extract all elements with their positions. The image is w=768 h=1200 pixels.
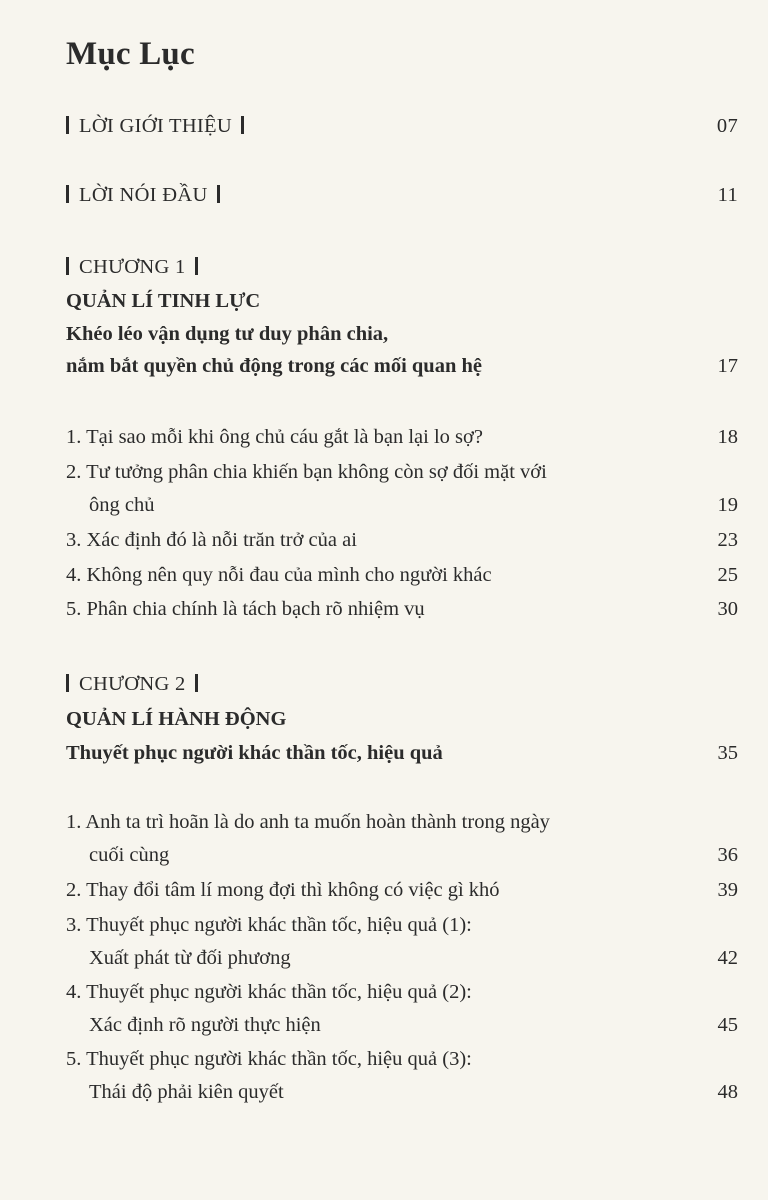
- page-number: 39: [717, 879, 738, 901]
- chapter-subtitle: Khéo léo vận dụng tư duy phân chia,: [66, 323, 389, 345]
- toc-item[interactable]: 3. Xác định đó là nỗi trăn trở của ai 23: [66, 526, 738, 554]
- toc-item-continuation[interactable]: cuối cùng 36: [66, 841, 738, 869]
- page-number: 11: [717, 184, 738, 206]
- toc-entry-label: LỜI GIỚI THIỆU: [79, 115, 232, 137]
- page-number: 17: [717, 355, 738, 377]
- chapter-heading[interactable]: QUẢN LÍ TINH LỰC: [66, 290, 261, 312]
- page-number: 45: [717, 1014, 738, 1036]
- page-number: 35: [717, 742, 738, 764]
- toc-entry-intro[interactable]: [66, 112, 738, 140]
- bar-mark: [217, 185, 220, 203]
- page-number: 07: [716, 115, 738, 137]
- page-number: 23: [717, 529, 738, 551]
- toc-item[interactable]: 2. Tư tưởng phân chia khiến bạn không còn sợ đối mặt với: [66, 461, 547, 483]
- toc-item-continuation[interactable]: ông chủ 19: [66, 491, 738, 519]
- toc-entry-preface[interactable]: [66, 181, 738, 209]
- bar-mark: [195, 257, 198, 275]
- toc-item[interactable]: 2. Thay đổi tâm lí mong đợi thì không có việc gì khó 39: [66, 876, 738, 904]
- toc-entry-label: LỜI NÓI ĐẦU: [79, 184, 208, 206]
- toc-item[interactable]: 1. Anh ta trì hoãn là do anh ta muốn hoàn thành trong ngày: [66, 811, 550, 833]
- bar-mark: [66, 116, 69, 134]
- page-title: Mục Lục: [66, 36, 195, 72]
- chapter-label[interactable]: CHƯƠNG 1: [66, 253, 738, 281]
- toc-item[interactable]: 4. Thuyết phục người khác thần tốc, hiệu quả (2):: [66, 981, 472, 1003]
- bar-mark: [241, 116, 244, 134]
- toc-item[interactable]: 3. Thuyết phục người khác thần tốc, hiệu quả (1):: [66, 914, 472, 936]
- toc-item[interactable]: 5. Thuyết phục người khác thần tốc, hiệu quả (3):: [66, 1048, 472, 1070]
- bar-mark: [66, 257, 69, 275]
- toc-item[interactable]: 5. Phân chia chính là tách bạch rõ nhiệm vụ 30: [66, 595, 738, 623]
- bar-mark: [195, 674, 198, 692]
- page-number: 36: [717, 844, 738, 866]
- toc-item-continuation[interactable]: Xuất phát từ đối phương 42: [66, 944, 738, 972]
- page-number: 25: [717, 564, 738, 586]
- bar-mark: [66, 185, 69, 203]
- bar-mark: [66, 674, 69, 692]
- toc-item[interactable]: 4. Không nên quy nỗi đau của mình cho người khác 25: [66, 561, 738, 589]
- chapter-heading[interactable]: QUẢN LÍ HÀNH ĐỘNG: [66, 708, 287, 730]
- page-number: 42: [717, 947, 738, 969]
- chapter-subtitle-line2: nắm bắt quyền chủ động trong các mối quan hệ 17: [66, 352, 738, 380]
- toc-item-continuation[interactable]: Xác định rõ người thực hiện 45: [66, 1011, 738, 1039]
- page-number: 30: [717, 598, 738, 620]
- page-number: 48: [717, 1081, 738, 1103]
- page-number: 18: [717, 426, 738, 448]
- chapter-subtitle: Thuyết phục người khác thần tốc, hiệu quả 35: [66, 739, 738, 767]
- toc-item-continuation[interactable]: Thái độ phải kiên quyết 48: [66, 1078, 738, 1106]
- page-number: 19: [717, 494, 738, 516]
- chapter-label[interactable]: CHƯƠNG 2: [66, 670, 738, 698]
- toc-item[interactable]: 1. Tại sao mỗi khi ông chủ cáu gắt là bạn lại lo sợ? 18: [66, 423, 738, 451]
